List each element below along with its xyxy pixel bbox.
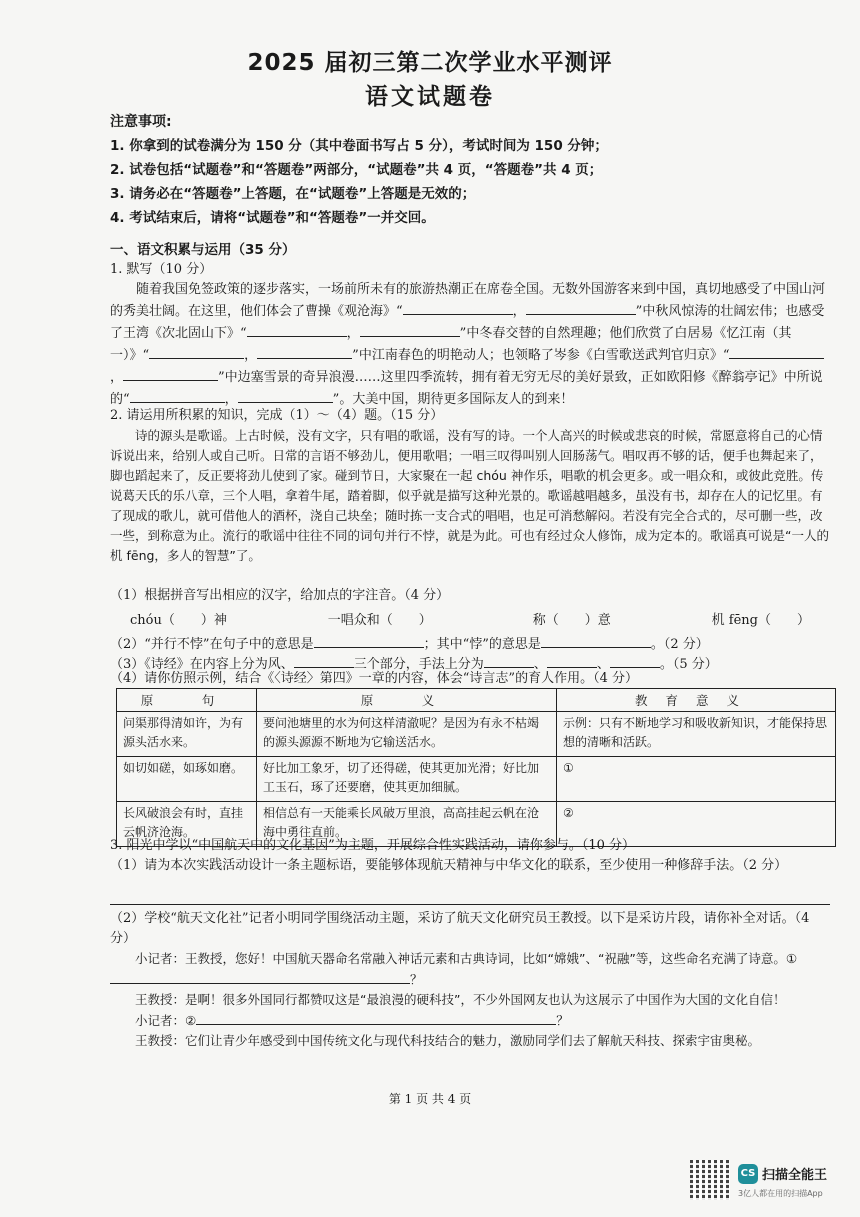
table-row — [117, 712, 836, 757]
scanner-watermark — [690, 1160, 840, 1204]
q2-title: 2. 请运用所积累的知识，完成（1）～（4）题。（15 分） — [110, 408, 444, 423]
page-number: 第 1 页 共 4 页 — [388, 1092, 472, 1106]
education-table — [116, 688, 836, 847]
answer-blank[interactable] — [314, 633, 424, 648]
pinyin-row — [130, 611, 810, 631]
cs-logo-icon: CS — [738, 1164, 758, 1184]
q3-title: 3. 阳光中学以“中国航天中的文化基因”为主题，开展综合性实践活动，请你参与。（10 分） — [110, 838, 636, 853]
answer-blank[interactable] — [360, 322, 460, 337]
q2-sub4: （4）请你仿照示例，结合《〈诗经〉第四》一章的内容，体会“诗言志”的育人作用。（4 分） — [110, 671, 638, 686]
answer-blank[interactable] — [257, 344, 352, 359]
pinyin-item[interactable]: 机 fēng（ ） — [711, 613, 810, 628]
table-cell: 如切如磋，如琢如磨。 — [117, 757, 257, 802]
exam-subtitle: 语文试题卷 — [365, 84, 495, 110]
answer-cell[interactable]: ② — [557, 802, 836, 847]
q1-title: 1. 默写（10 分） — [110, 262, 213, 277]
dialogue-line-4: 王教授：它们让青少年感受到中国传统文化与现代科技结合的魅力，激励同学们去了解航天科技、探索宇宙奥秘。 — [135, 1033, 761, 1048]
dialogue-line-1: 小记者：王教授，您好！中国航天器命名常融入神话元素和古典诗词，比如“嫦娥”、“祝融”等，这些命名充满了诗意。①？ — [110, 949, 830, 990]
qr-code-icon — [690, 1160, 730, 1200]
table-header: 原 句 — [117, 689, 257, 712]
q1-passage: 随着我国免签政策的逐步落实，一场前所未有的旅游热潮正在席卷全国。无数外国游客来到中国，真切地感受了中国山河的秀美壮阔。在这里，他们体会了曹操《观沧海》“ ， ”中秋风惊涛的壮阔宏伟；也感受了王湾《次北固山下》“ ， ”中冬春交替的自然理趣；他们欣赏了白居易《忆江南（其一）》“ ， ”中江南春色的明艳动人；也领略了岑参《白雪歌送武判官归京》“， ”中边塞雪景的奇异浪漫……这里四季流转，拥有着无穷无尽的美好景致，正如欧阳修《醉翁亭记》中所说的“ ， ”。大美中国，期待更多国际友人的到来！ — [110, 282, 826, 407]
table-cell: 问渠那得清如许，为有源头活水来。 — [117, 712, 257, 757]
section-heading: 一、语文积累与运用（35 分） — [110, 242, 296, 258]
answer-blank[interactable] — [247, 322, 347, 337]
answer-blank[interactable] — [110, 969, 410, 984]
notice-item: 4. 考试结束后，请将“试题卷”和“答题卷”一并交回。 — [110, 210, 435, 226]
notice-heading: 注意事项: — [110, 114, 172, 130]
notice-item: 2. 试卷包括“试题卷”和“答题卷”两部分，“试题卷”共 4 页，“答题卷”共 4 页； — [110, 162, 603, 178]
question-1 — [110, 260, 830, 410]
answer-cell[interactable]: ① — [557, 757, 836, 802]
q2-passage: 诗的源头是歌谣。上古时候，没有文字，只有唱的歌谣，没有写的诗。一个人高兴的时候或悲哀的时候，常愿意将自己的心情诉说出来，给别人或自己听。日常的言语不够劲儿，便用歌唱；一唱三叹得叫别人回肠荡气。唱叹再不够的话，便手也舞起来了，脚也蹈起来了，反正要将劲儿使到了家。碰到节日，大家聚在一起 chóu 神作乐，唱歌的机会更多。或一唱众和，或彼此竞胜。传说葛天氏的乐八章，三个人唱，拿着牛尾，踏着脚，似乎就是描写这种光景的。歌谣越唱越多，虽没有书，却存在人的记忆里。有了现成的歌儿，就可借他人的酒杯，浇自己块垒；随时拣一支合式的唱唱，也足可消愁解闷。若没有完全合式的，尽可删一些，改一些，到称意为止。流行的歌谣中往往不同的词句并行不悖，就是为此。可也有经过众人修饰，成为定本的。歌谣真可说是“一人的机 fēng，多人的智慧”了。 — [110, 428, 829, 563]
table-cell: 好比加工象牙，切了还得磋，使其更加光滑；好比加工玉石，琢了还要磨，使其更加细腻。 — [257, 757, 557, 802]
answer-blank[interactable] — [238, 388, 333, 403]
pinyin-item[interactable]: 称（ ）意 — [532, 613, 611, 628]
q3-sub1: （1）请为本次实践活动设计一条主题标语，要能够体现航天精神与中华文化的联系，至少使用一种修辞手法。（2 分） — [110, 858, 788, 873]
exam-title: 2025 届初三第二次学业水平测评 — [247, 50, 613, 76]
q3-sub2: （2）学校“航天文化社”记者小明同学围绕活动主题，采访了航天文化研究员王教授。以下是采访片段，请你补全对话。（4 分） — [110, 911, 810, 946]
table-cell: 要问池塘里的水为何这样清澈呢？是因为有永不枯竭的源头源源不断地为它输送活水。 — [257, 712, 557, 757]
answer-blank[interactable] — [541, 633, 651, 648]
notice-item: 3. 请务必在“答题卷”上答题，在“试题卷”上答题是无效的； — [110, 186, 476, 202]
table-header: 原 义 — [257, 689, 557, 712]
question-2 — [110, 406, 830, 566]
answer-blank[interactable] — [610, 653, 660, 668]
notice-block — [110, 110, 830, 230]
q2-sub1: （1）根据拼音写出相应的汉字，给加点的字注音。（4 分） — [110, 588, 450, 603]
pinyin-item[interactable]: 一唱众和（ ） — [327, 613, 432, 628]
table-cell: 相信总有一天能乘长风破万里浪，高高挂起云帆在沧海中勇往直前。 — [257, 802, 557, 847]
question-3 — [110, 836, 830, 1051]
table-cell: 示例：只有不断地学习和吸收新知识，才能保持思想的清晰和活跃。 — [557, 712, 836, 757]
q2-sub3: （3）《诗经》在内容上分为风、 三个部分，手法上分为 、 、 。（5 分） — [110, 653, 830, 675]
dialogue-line-3: 小记者：② ？ — [110, 1010, 830, 1031]
watermark-tagline: 3亿人都在用的扫描App — [738, 1189, 823, 1198]
answer-blank[interactable] — [130, 388, 225, 403]
answer-blank[interactable] — [547, 653, 597, 668]
pinyin-item[interactable]: chóu（ ）神 — [130, 613, 227, 628]
table-header: 教育意义 — [557, 689, 836, 712]
answer-blank[interactable] — [196, 1010, 556, 1025]
q2-sub2: （2）“并行不悖”在句子中的意思是 ；其中“悖”的意思是 。（2 分） — [110, 633, 830, 655]
slogan-answer-line[interactable] — [110, 890, 830, 905]
answer-blank[interactable] — [123, 366, 218, 381]
answer-blank[interactable] — [484, 653, 534, 668]
answer-blank[interactable] — [403, 300, 513, 315]
dialogue-line-2: 王教授：是啊！很多外国同行都赞叹这是“最浪漫的硬科技”，不少外国网友也认为这展示了中国作为大国的文化自信！ — [135, 992, 786, 1007]
answer-blank[interactable] — [526, 300, 636, 315]
table-cell: 长风破浪会有时，直挂云帆济沧海。 — [117, 802, 257, 847]
answer-blank[interactable] — [729, 344, 824, 359]
notice-item: 1. 你拿到的试卷满分为 150 分（其中卷面书写占 5 分），考试时间为 150 分钟； — [110, 138, 608, 154]
table-row — [117, 757, 836, 802]
watermark-brand: 扫描全能王 — [762, 1168, 828, 1183]
answer-blank[interactable] — [149, 344, 244, 359]
answer-blank[interactable] — [294, 653, 354, 668]
